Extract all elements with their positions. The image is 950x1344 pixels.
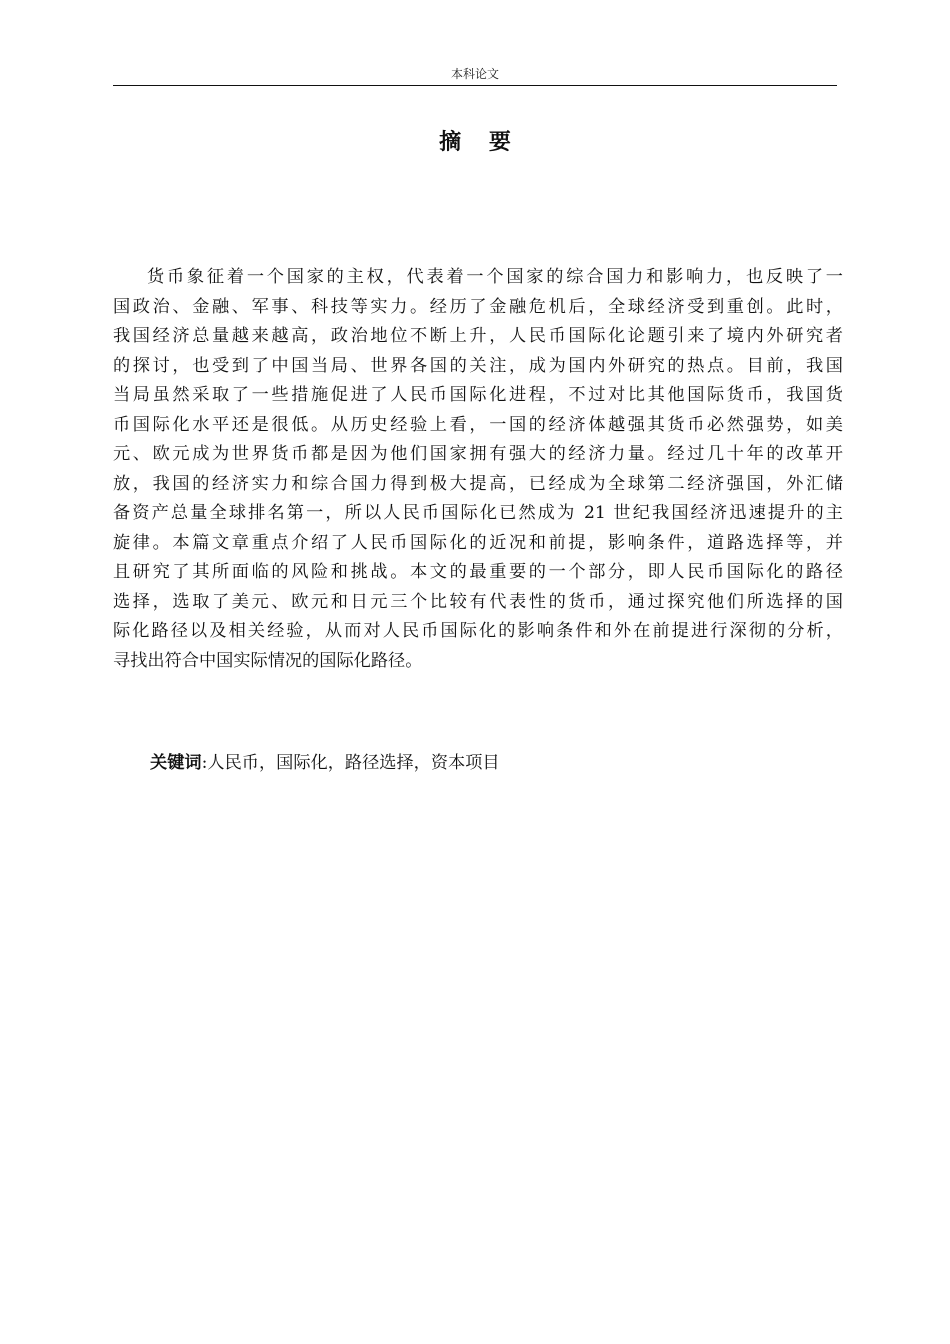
- abstract-line: 际化路径以及相关经验，从而对人民币国际化的影响条件和外在前提进行深彻的分析，: [113, 621, 843, 641]
- abstract-line: 我国经济总量越来越高，政治地位不断上升，人民币国际化论题引来了境内外研究者: [113, 326, 843, 346]
- abstract-line: 寻找出符合中国实际情况的国际化路径。: [113, 650, 423, 671]
- header-rule: [113, 85, 837, 86]
- abstract-line: 国政治、金融、军事、科技等实力。经历了金融危机后，全球经济受到重创。此时，: [113, 296, 843, 317]
- keywords: [150, 750, 500, 776]
- abstract-line: 货币象征着一个国家的主权，代表着一个国家的综合国力和影响力，也反映了一: [147, 267, 843, 287]
- keywords-separator: :: [201, 753, 208, 773]
- abstract-line: 且研究了其所面临的风险和挑战。本文的最重要的一个部分，即人民币国际化的路径: [113, 562, 843, 582]
- abstract-line: 选择，选取了美元、欧元和日元三个比较有代表性的货币，通过探究他们所选择的国: [113, 591, 843, 612]
- abstract-line: 当局虽然采取了一些措施促进了人民币国际化进程，不过对比其他国际货币，我国货: [113, 385, 843, 405]
- abstract-line: 旋律。本篇文章重点介绍了人民币国际化的近况和前提，影响条件，道路选择等，并: [113, 532, 843, 553]
- abstract-line: 元、欧元成为世界货币都是因为他们国家拥有强大的经济力量。经过几十年的改革开: [113, 444, 843, 464]
- abstract-title: 摘 要: [439, 130, 521, 155]
- abstract-line: 的探讨，也受到了中国当局、世界各国的关注，成为国内外研究的热点。目前，我国: [113, 355, 843, 376]
- abstract-line: 币国际化水平还是很低。从历史经验上看，一国的经济体越强其货币必然强势，如美: [113, 414, 843, 435]
- abstract-body: [113, 263, 843, 676]
- abstract-line: 备资产总量全球排名第一，所以人民币国际化已然成为 21 世纪我国经济迅速提升的主: [113, 503, 843, 523]
- keywords-label: 关键词: [150, 753, 202, 773]
- keywords-value: 人民币，国际化，路径选择，资本项目: [207, 753, 500, 773]
- abstract-line: 放，我国的经济实力和综合国力得到极大提高，已经成为全球第二经济强国，外汇储: [113, 473, 843, 494]
- running-header: 本科论文: [450, 67, 499, 81]
